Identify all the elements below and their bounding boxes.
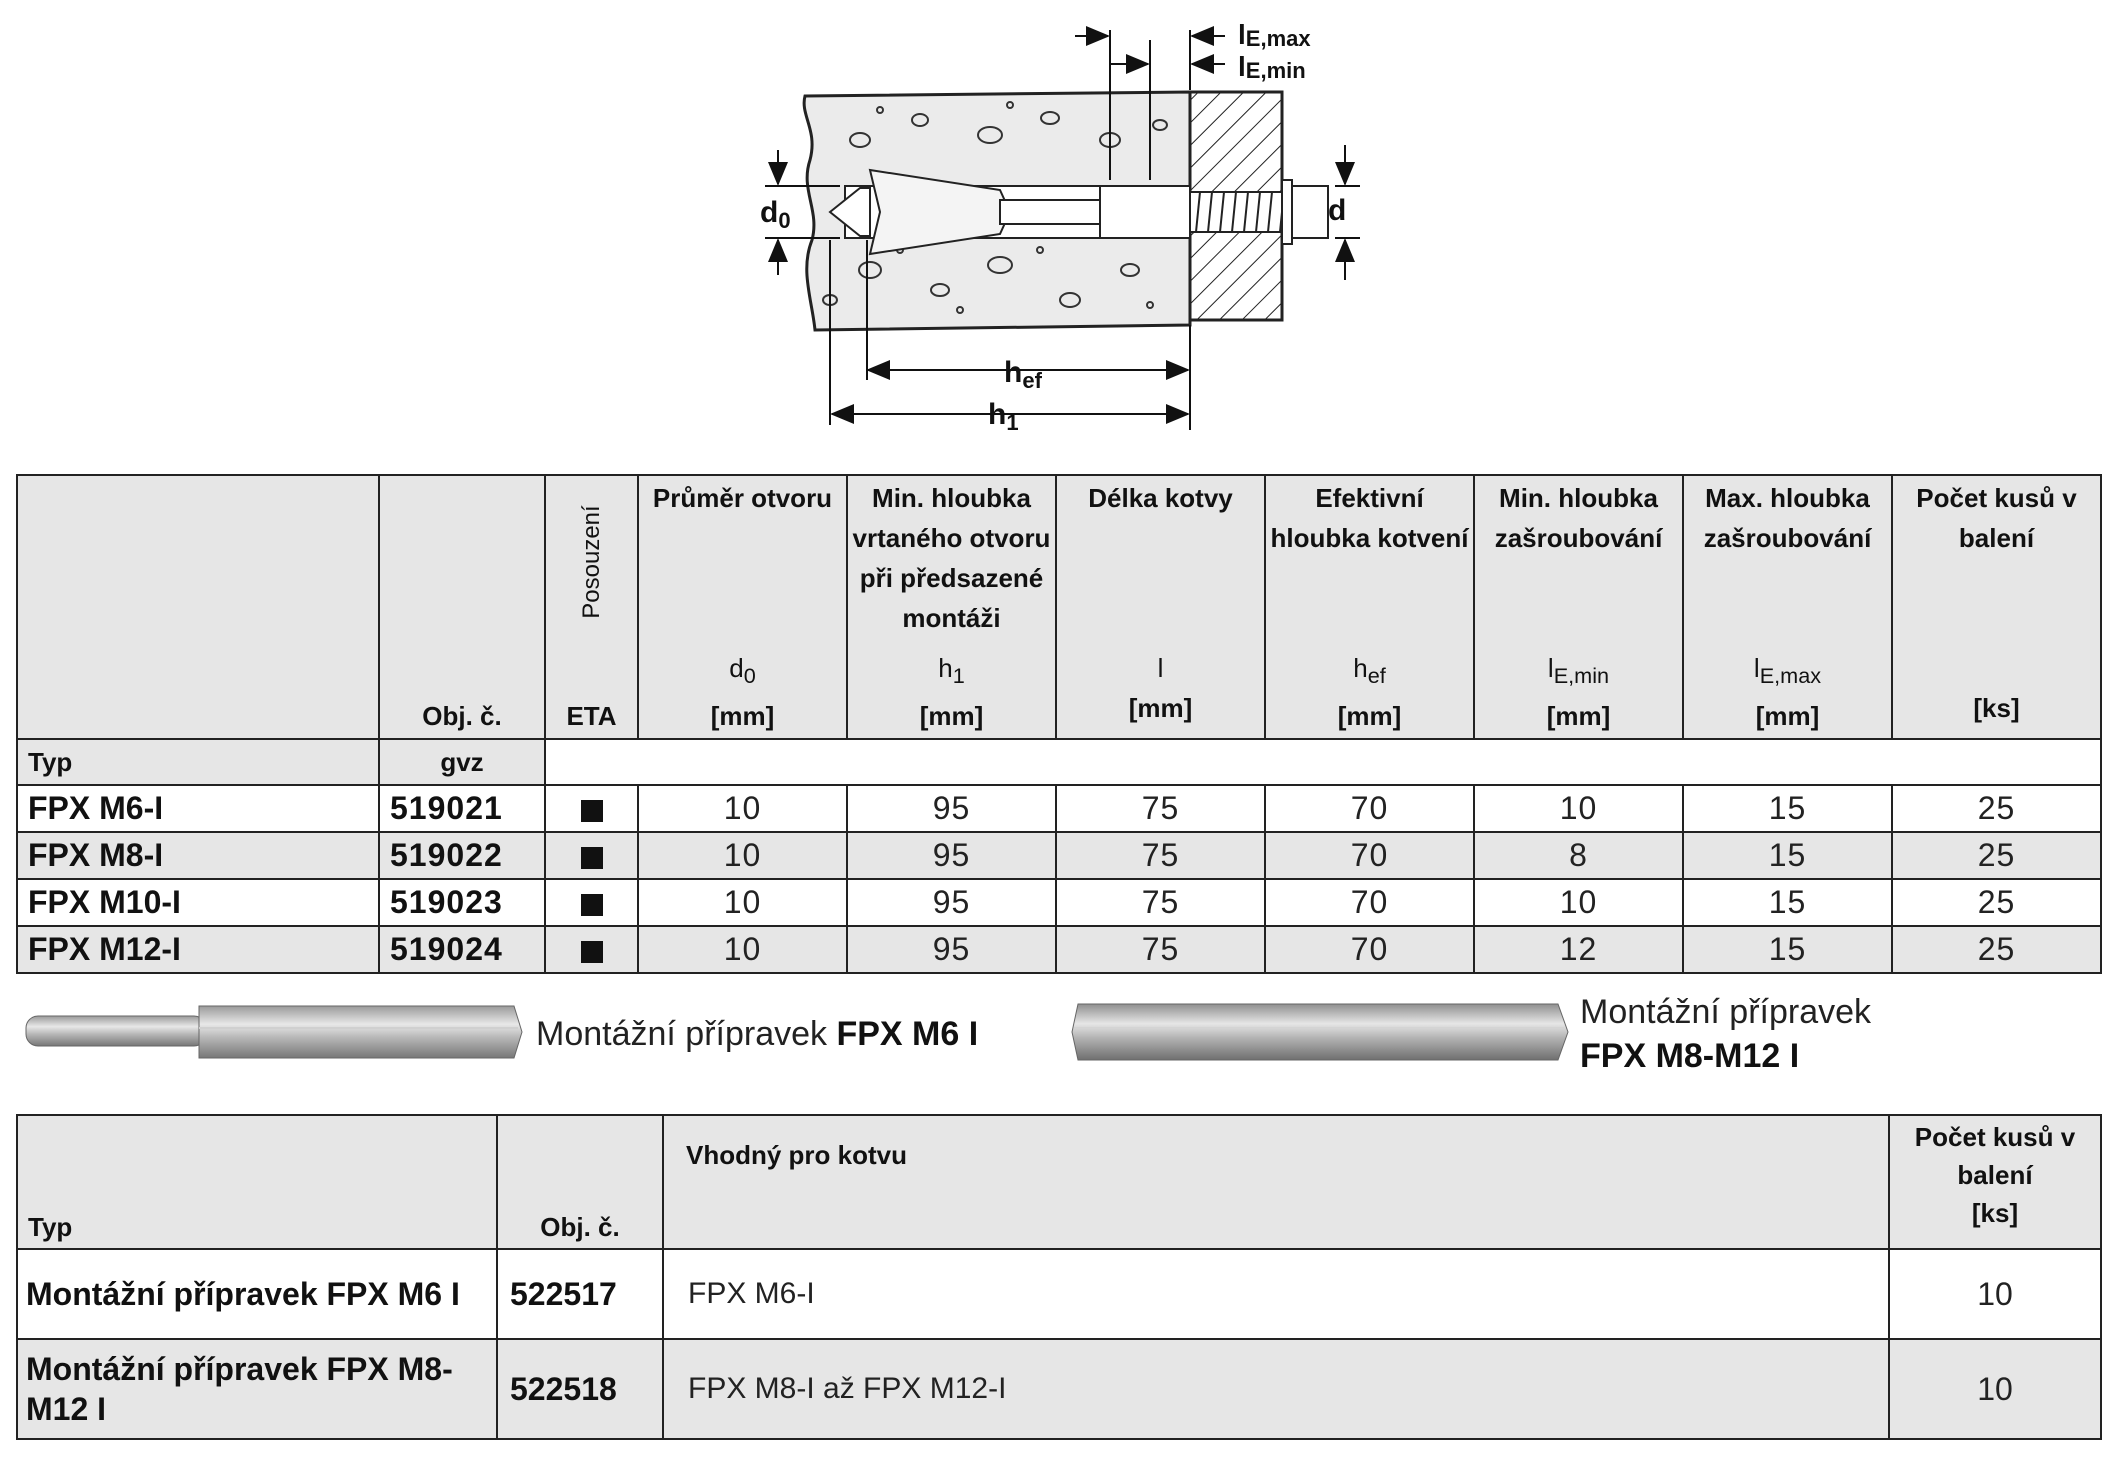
table-row: FPX M10-I 519023 10 95 75 70 10 15 25 xyxy=(17,879,2101,926)
le-max-label: l xyxy=(1238,19,1246,50)
header-eta: Posouzení ETA xyxy=(545,475,638,739)
eta-approved-mark xyxy=(581,894,603,916)
h1-label: h xyxy=(988,398,1007,431)
hef-label: h xyxy=(1004,356,1023,389)
washer xyxy=(1282,180,1292,244)
table-row: Montážní přípravek FPX M8-M12 I 522518 FPX M8-I až FPX M12-I 10 xyxy=(17,1339,2101,1439)
tool-fpx-m8-m12-image xyxy=(1070,1000,1570,1064)
table-row: FPX M12-I 519024 10 95 75 70 12 15 25 xyxy=(17,926,2101,973)
header-type-blank xyxy=(17,475,379,739)
header-min-zasr: Min. hloubka zašroubování $l_{E,min}$ [mm] xyxy=(1474,475,1683,739)
svg-text:h1: $h_1$ xyxy=(988,398,1019,435)
header-min-hloubka: Min. hloubka vrtaného otvoru při předsazené montáži $h_1$ [mm] xyxy=(847,475,1056,739)
table-row: FPX M8-I 519022 10 95 75 70 8 15 25 xyxy=(17,832,2101,879)
tool-fpx-m6-image xyxy=(24,998,524,1068)
svg-text:lE,min: lE,min xyxy=(1238,51,1306,83)
le-min-label: l xyxy=(1238,51,1246,82)
header-pocet: Počet kusů v balení [ks] xyxy=(1889,1115,2101,1249)
anchor-spec-table xyxy=(16,474,2102,974)
anchor-installation-diagram xyxy=(0,0,2114,460)
header-prumer: Průměr otvoru $d_0$ [mm] xyxy=(638,475,847,739)
anchor-shaft xyxy=(1000,200,1100,224)
eta-approved-mark xyxy=(581,847,603,869)
tool-fpx-m8-m12-caption: Montážní přípravek FPX M8-M12 I xyxy=(1580,993,1872,1075)
header-vhodny: Vhodný pro kotvu xyxy=(663,1115,1889,1249)
header-typ: Typ xyxy=(17,1115,497,1249)
svg-text:d0: $d_0$ xyxy=(760,196,791,233)
eta-approved-mark xyxy=(581,941,603,963)
d0-label: d xyxy=(760,196,779,229)
nut xyxy=(1292,186,1328,238)
header-efektivni: Efektivní hloubka kotvení $h_{ef}$ [mm] xyxy=(1265,475,1474,739)
anchor-body xyxy=(1100,186,1190,238)
eta-approved-mark xyxy=(581,800,603,822)
header-pocet: Počet kusů v balení [ks] xyxy=(1892,475,2101,739)
svg-text:lE,max: lE,max xyxy=(1238,19,1311,51)
subheader-gvz: gvz xyxy=(379,739,545,785)
tool-fpx-m6-caption: Montážní přípravek FPX M6 I xyxy=(536,1015,979,1053)
header-obj: Obj. č. xyxy=(497,1115,663,1249)
svg-text:hef: $h_{ef}$ xyxy=(1004,356,1042,393)
table-row: Montážní přípravek FPX M6 I 522517 FPX M6-I 10 xyxy=(17,1249,2101,1339)
subheader-typ: Typ xyxy=(17,739,379,785)
subheader-blank xyxy=(545,739,2101,785)
d-label: d xyxy=(1328,194,1347,227)
header-posouzeni: Posouzení xyxy=(577,505,605,619)
tool-spec-table xyxy=(16,1114,2102,1440)
header-obj: Obj. č. xyxy=(379,475,545,739)
header-max-zasr: Max. hloubka zašroubování $l_{E,max}$ [mm] xyxy=(1683,475,1892,739)
header-delka: Délka kotvy l [mm] xyxy=(1056,475,1265,739)
table-row: FPX M6-I 519021 10 95 75 70 10 15 25 xyxy=(17,785,2101,832)
